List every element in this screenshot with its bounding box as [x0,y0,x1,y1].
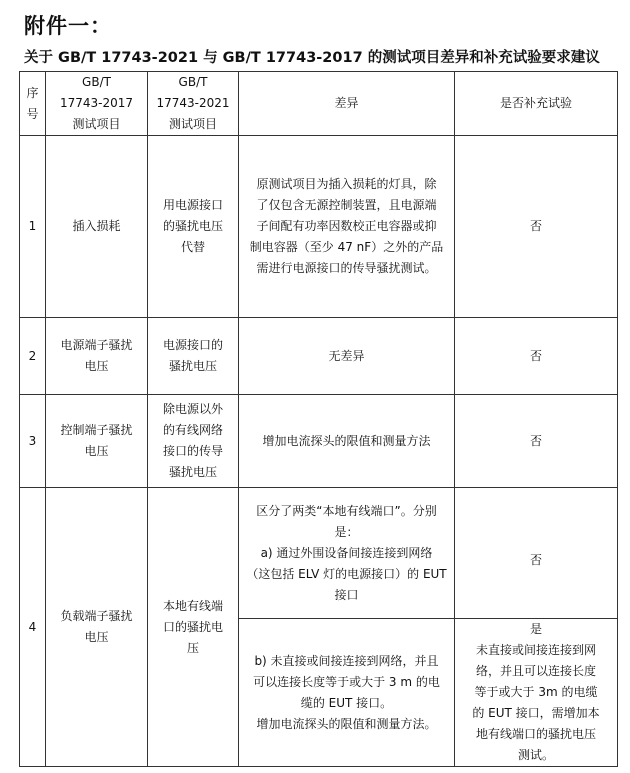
cell-line: 的 EUT 接口，需增加本 [472,706,600,720]
cell-line: a) 通过外围设备间接连接到网络 [260,545,433,560]
cell-line: 区分了两类“本地有线端口”。分别 [256,503,437,518]
cell-seq: 2 [20,318,46,395]
cell-line: 控制端子骚扰 [60,423,133,437]
cell-supplement: 否 [455,395,618,488]
cell-line: 未直接或间接连接到网 [475,643,596,657]
cell-line: 需进行电源接口的传导骚扰测试。 [256,261,437,275]
header-2017-line: 测试项目 [72,117,121,131]
cell-diff-b [239,619,455,767]
cell-seq: 4 [20,488,46,767]
cell-diff: 无差异 [239,318,455,395]
attachment-heading: 附件一： [24,14,112,38]
table-header-row [20,72,618,136]
cell-line: 除电源以外 [162,402,223,416]
header-supplement: 是否补充试验 [455,72,618,136]
cell-line: 是： [334,524,359,539]
cell-line: 接口的传导 [162,444,223,458]
cell-line: 子间配有功率因数校正电容器或抑 [256,219,437,233]
cell-line: 缆的 EUT 接口。 [300,695,393,710]
cell-seq: 1 [20,136,46,318]
cell-item-2021 [148,395,239,488]
header-seq-line: 号 [26,106,39,121]
cell-line: 制电容器（至少 47 nF）之外的产品 [249,240,444,254]
cell-supplement-b [455,619,618,767]
document-title: 关于 GB/T 17743-2021 与 GB/T 17743-2017 的测试项目差异和补充试验要求建议 [24,50,600,66]
cell-diff: 增加电流探头的限值和测量方法 [239,395,455,488]
cell-line: 测试。 [517,748,554,762]
header-seq [20,72,46,136]
header-2021-line: 17743-2021 [156,96,230,110]
cell-seq: 3 [20,395,46,488]
cell-line: 骚扰电压 [168,359,217,373]
cell-line: 增加电流探头的限值和测量方法。 [256,716,437,731]
cell-line: 原测试项目为插入损耗的灯具，除 [256,177,437,191]
cell-line: 本地有线端 [162,598,223,613]
cell-line: 接口 [334,587,359,602]
cell-line: 代替 [180,240,205,254]
cell-line: 骚扰电压 [168,465,217,479]
cell-line: 电压 [84,359,109,373]
header-diff: 差异 [239,72,455,136]
cell-line: 负载端子骚扰 [60,609,133,623]
cell-line: 了仅包含无源控制装置，且电源端 [256,198,437,212]
table-row [20,318,618,395]
cell-line: 电压 [84,444,109,458]
cell-line: 压 [186,640,199,655]
header-item-2021 [148,72,239,136]
header-2021-line: GB/T [178,75,208,89]
cell-line: 可以连接长度等于或大于 3 m 的电 [253,674,440,689]
cell-line: b) 未直接或间接连接到网络，并且 [254,653,439,668]
cell-diff [239,136,455,318]
header-seq-line: 序 [26,85,39,100]
cell-line: 是 [529,622,542,636]
cell-supplement: 否 [455,318,618,395]
cell-diff-a [239,488,455,619]
cell-item-2017 [46,395,148,488]
cell-item-2021 [148,488,239,767]
cell-line: 电源端子骚扰 [60,338,133,352]
cell-line: 电源接口的 [162,338,223,352]
table-row [20,395,618,488]
cell-line: 地有线端口的骚扰电压 [475,727,596,741]
table-row [20,136,618,318]
cell-line: （这包括 ELV 灯的电源接口）的 EUT [246,566,447,581]
cell-line: 的骚扰电压 [162,219,223,233]
cell-supplement-a: 否 [455,488,618,619]
cell-item-2021 [148,318,239,395]
cell-supplement: 否 [455,136,618,318]
cell-line: 等于或大于 3m 的电缆 [474,685,598,699]
table-row [20,488,618,619]
header-item-2017 [46,72,148,136]
cell-line: 口的骚扰电 [162,619,223,634]
cell-item-2021 [148,136,239,318]
cell-item-2017 [46,488,148,767]
cell-line: 络，并且可以连接长度 [475,664,596,678]
header-2017-line: GB/T [82,75,111,89]
header-2017-line: 17743-2017 [59,96,134,110]
cell-item-2017 [46,318,148,395]
header-2021-line: 测试项目 [168,117,217,131]
cell-item-2017: 插入损耗 [46,136,148,318]
cell-line: 电压 [84,630,109,644]
cell-line: 用电源接口 [162,198,223,212]
comparison-table [19,71,618,767]
cell-line: 的有线网络 [162,423,223,437]
